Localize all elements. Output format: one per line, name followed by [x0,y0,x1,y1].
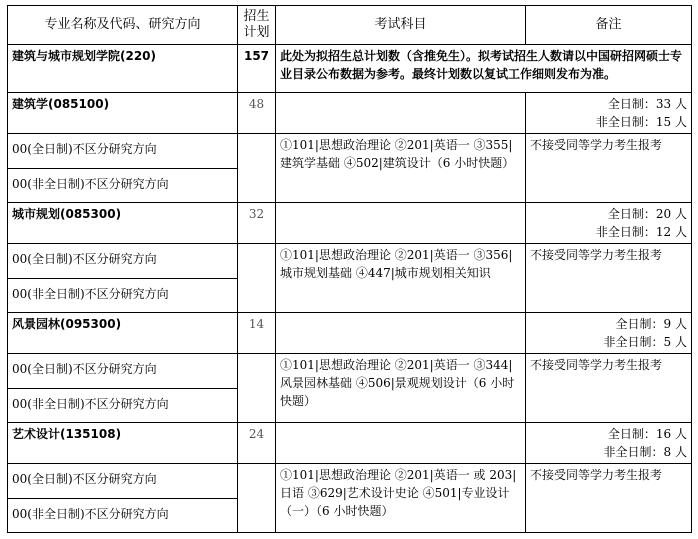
direction-fulltime: 00(全日制)不区分研究方向 [8,244,238,279]
direction-parttime: 00(非全日制)不区分研究方向 [8,499,238,533]
direction-quota-empty [238,244,276,313]
fulltime-quota: 全日制：16 人 [607,427,687,441]
direction-parttime: 00(非全日制)不区分研究方向 [8,279,238,313]
direction-quota-empty [238,464,276,533]
fulltime-quota: 全日制：20 人 [607,207,687,221]
major-exam-empty [276,93,526,134]
header-major: 专业名称及代码、研究方向 [8,6,238,45]
exam-subjects: ①101|思想政治理论 ②201|英语一 ③356|城市规划基础 ④447|城市规划相关知识 [276,244,526,313]
direction-row [8,244,692,279]
major-quota: 14 [238,313,276,354]
college-name: 建筑与城市规划学院(220) [8,45,238,93]
major-name: 建筑学(085100) [8,93,238,134]
college-quota: 157 [238,45,276,93]
remark: 不接受同等学力考生报考 [526,464,692,533]
major-exam-empty [276,313,526,354]
major-name: 城市规划(085300) [8,203,238,244]
major-quota-breakdown [526,203,692,244]
direction-parttime: 00(非全日制)不区分研究方向 [8,169,238,203]
direction-quota-empty [238,354,276,423]
direction-fulltime: 00(全日制)不区分研究方向 [8,464,238,499]
direction-parttime: 00(非全日制)不区分研究方向 [8,389,238,423]
direction-row [8,354,692,389]
fulltime-quota: 全日制：9 人 [615,317,687,331]
direction-row [8,134,692,169]
major-name: 风景园林(095300) [8,313,238,354]
major-quota-breakdown [526,93,692,134]
major-row [8,203,692,244]
header-row [8,6,692,45]
parttime-quota: 非全日制：12 人 [595,225,687,239]
direction-quota-empty [238,134,276,203]
major-row [8,313,692,354]
remark: 不接受同等学力考生报考 [526,354,692,423]
major-row [8,423,692,464]
exam-subjects: ①101|思想政治理论 ②201|英语一 ③344|风景园林基础 ④506|景观规划设计（6 小时快题） [276,354,526,423]
header-quota: 招生计划 [238,6,276,45]
remark: 不接受同等学力考生报考 [526,134,692,203]
header-exam: 考试科目 [276,6,526,45]
admissions-table [7,5,692,533]
direction-fulltime: 00(全日制)不区分研究方向 [8,354,238,389]
major-quota: 24 [238,423,276,464]
direction-row [8,464,692,499]
direction-fulltime: 00(全日制)不区分研究方向 [8,134,238,169]
remark: 不接受同等学力考生报考 [526,244,692,313]
parttime-quota: 非全日制：15 人 [595,115,687,129]
exam-subjects: ①101|思想政治理论 ②201|英语一 ③355|建筑学基础 ④502|建筑设计（6 小时快题） [276,134,526,203]
fulltime-quota: 全日制：33 人 [607,97,687,111]
exam-subjects: ①101|思想政治理论 ②201|英语一 或 203|日语 ③629|艺术设计史论 ④501|专业设计（一）（6 小时快题） [276,464,526,533]
major-name: 艺术设计(135108) [8,423,238,464]
major-quota-breakdown [526,313,692,354]
parttime-quota: 非全日制：5 人 [603,335,687,349]
college-note: 此处为拟招生总计划数（含推免生）。拟考试招生人数请以中国研招网硕士专业目录公布数据为参考。最终计划数以复试工作细则发布为准。 [276,45,692,93]
major-row [8,93,692,134]
major-quota: 32 [238,203,276,244]
major-quota-breakdown [526,423,692,464]
major-exam-empty [276,203,526,244]
parttime-quota: 非全日制：8 人 [603,445,687,459]
major-quota: 48 [238,93,276,134]
header-remark: 备注 [526,6,692,45]
college-row [8,45,692,93]
major-exam-empty [276,423,526,464]
